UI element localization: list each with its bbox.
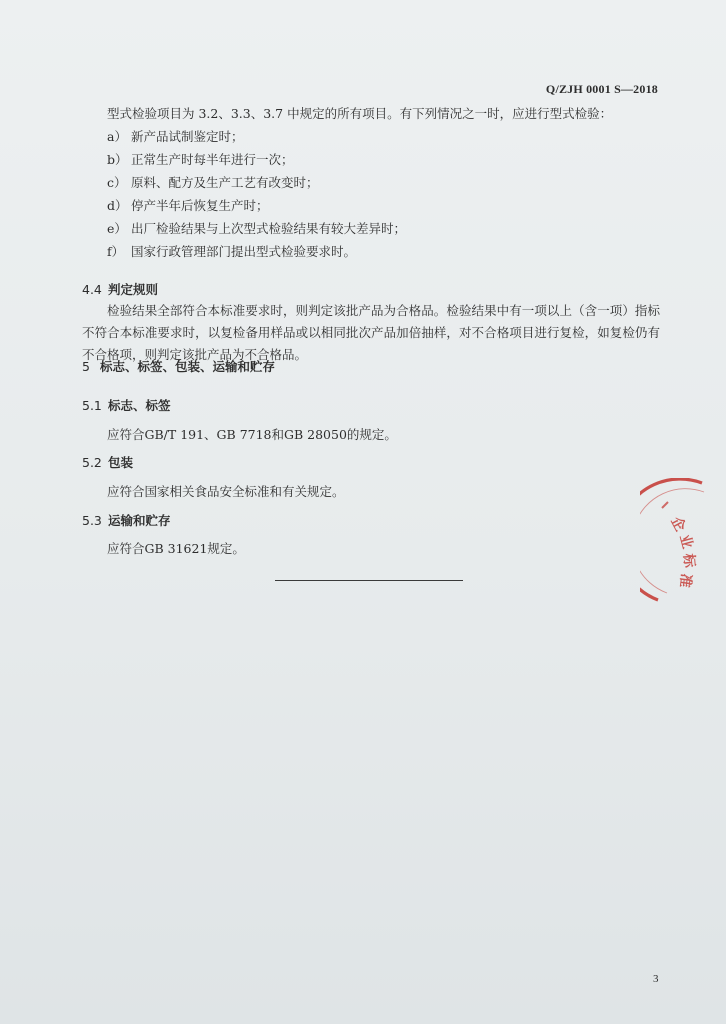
section-number: 5.3: [82, 513, 102, 528]
section-5-3-text: 应符合GB 31621规定。: [107, 541, 245, 556]
section-heading-4-4: [82, 280, 158, 298]
section-title: 包装: [108, 455, 134, 470]
section-title: 判定规则: [108, 282, 159, 297]
list-item: [107, 244, 356, 260]
company-seal-stamp: [640, 478, 726, 608]
section-number: 5.2: [82, 455, 102, 470]
list-item-text: 出厂检验结果与上次型式检验结果有较大差异时；: [131, 221, 407, 236]
section-heading-5: [82, 357, 275, 375]
list-item-text: 国家行政管理部门提出型式检验要求时。: [131, 244, 357, 259]
list-item-text: 停产半年后恢复生产时；: [131, 198, 269, 213]
list-marker: f）: [107, 244, 125, 259]
list-item: [107, 221, 406, 237]
svg-text:准: 准: [676, 572, 694, 589]
list-item-text: 原料、配方及生产工艺有改变时；: [131, 175, 319, 190]
document-code: Q/ZJH 0001 S—2018: [545, 82, 658, 96]
end-of-text-rule: [275, 580, 463, 581]
section-number: 4.4: [82, 282, 102, 297]
section-heading-5-2: [82, 453, 133, 471]
seal-graphic: [640, 478, 726, 608]
section-5-2-text: 应符合国家相关食品安全标准和有关规定。: [107, 484, 345, 499]
svg-text:业: 业: [676, 532, 696, 551]
list-item-text: 新产品试制鉴定时；: [131, 129, 244, 144]
list-item-text: 正常生产时每半年进行一次；: [131, 152, 294, 167]
section-heading-5-1: [82, 396, 171, 414]
section-4-4-paragraph: 检验结果全部符合本标准要求时，则判定该批产品为合格品。检验结果中有一项以上（含一项）指标不符合本标准要求时，以复检备用样品或以相同批次产品加倍抽样，对不合格项目进行复检，如复检仍有不合格项，则判定该批产品为不合格品。: [82, 303, 660, 362]
section-5-1-text: 应符合GB/T 191、GB 7718和GB 28050的规定。: [107, 427, 397, 442]
svg-text:标: 标: [680, 552, 698, 569]
list-marker: c）: [107, 175, 127, 190]
section-title: 标志、标签、包装、运输和贮存: [100, 359, 276, 374]
list-marker: e）: [107, 221, 127, 236]
section-number: 5.1: [82, 398, 102, 413]
list-item: [107, 175, 319, 191]
section-title: 标志、标签: [108, 398, 171, 413]
svg-text:企: 企: [667, 514, 689, 535]
section-number: 5: [82, 359, 90, 374]
section-title: 运输和贮存: [108, 513, 171, 528]
list-marker: b）: [107, 152, 128, 167]
section-heading-5-3: [82, 511, 171, 529]
list-item: [107, 198, 269, 214]
type-inspection-intro: 型式检验项目为 3.2、3.3、3.7 中规定的所有项目。有下列情况之一时，应进行型式检验：: [107, 106, 613, 121]
page-number: 3: [653, 973, 659, 985]
list-item: [107, 129, 244, 145]
list-marker: a）: [107, 129, 127, 144]
list-marker: d）: [107, 198, 128, 213]
list-item: [107, 152, 294, 168]
